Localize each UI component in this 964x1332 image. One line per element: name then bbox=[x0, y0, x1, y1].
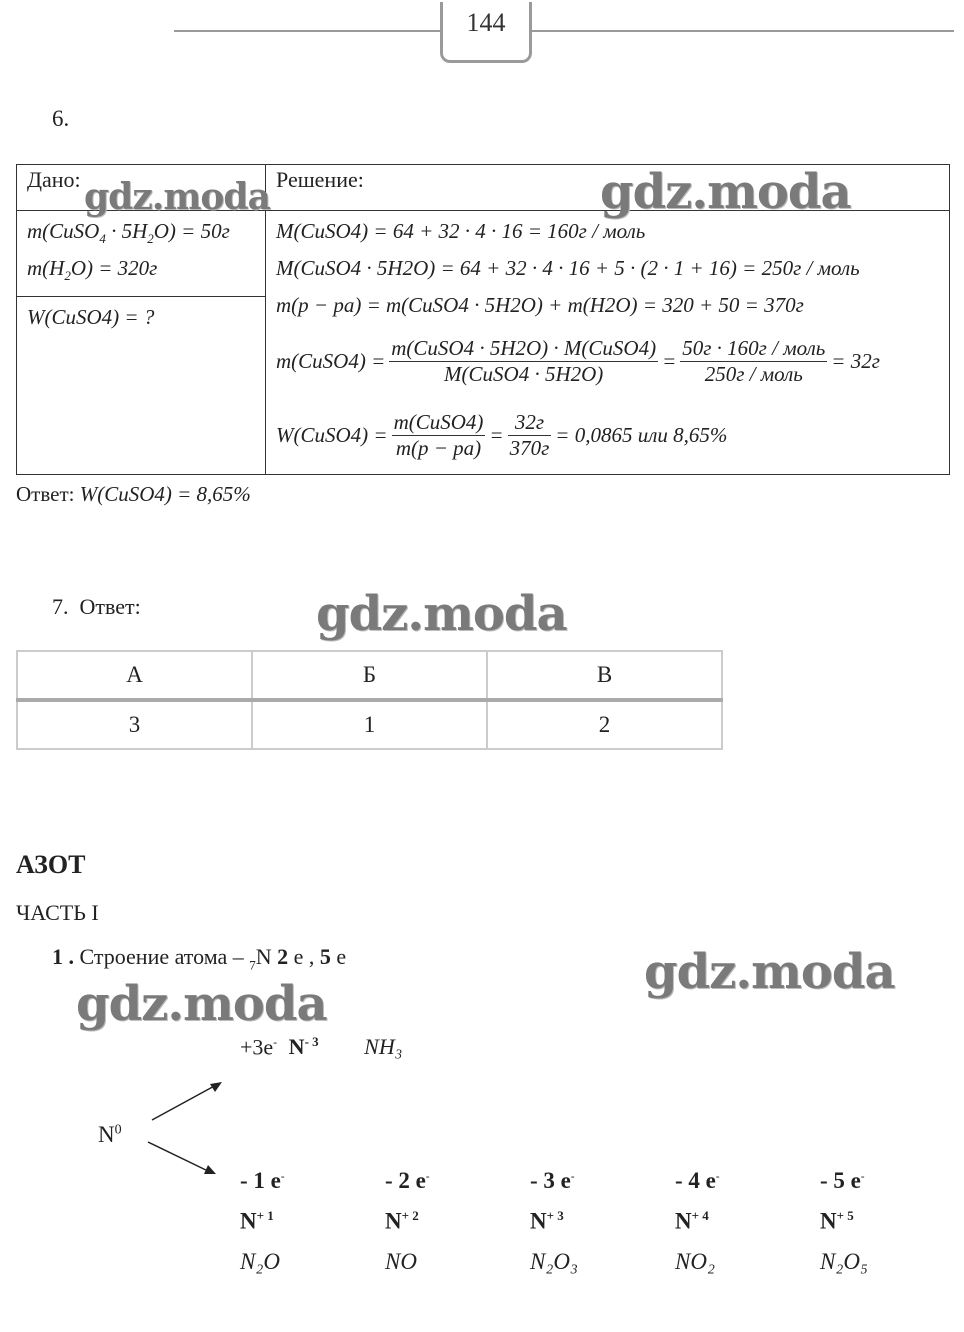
given-line-1: m(CuSO$_4$ · $5H_2O) = 50г$ bbox=[27, 219, 230, 247]
given-line-2: $m(H_2O) = 320г$ bbox=[27, 256, 158, 284]
col5-sup: + 5 bbox=[836, 1208, 854, 1223]
ox-column-3 bbox=[530, 1168, 650, 1275]
col2-loss: - 2 е bbox=[385, 1168, 426, 1193]
col4-compound: NO₂ bbox=[675, 1248, 715, 1274]
task7-header-a: А bbox=[17, 651, 252, 700]
watermark-4: gdz.moda bbox=[644, 944, 895, 1000]
top-compound: NH₃ bbox=[364, 1034, 403, 1060]
n0-sup: 0 bbox=[114, 1122, 122, 1138]
n0-symbol: N bbox=[98, 1122, 115, 1147]
find-value: W(CuSO4) = ? bbox=[27, 305, 155, 330]
col3-compound: N₂O₃ bbox=[530, 1248, 578, 1274]
frac1-rhs: = 32г bbox=[831, 348, 880, 373]
solution-line-3: m(p − pa) = m(CuSO4 · 5H2O) + m(H2O) = 320 + 50 = 370г bbox=[276, 293, 804, 317]
frac1-b bbox=[680, 336, 827, 387]
ox-column-2 bbox=[385, 1168, 505, 1275]
item1-a: 2 bbox=[277, 944, 289, 969]
frac2-den2: 370г bbox=[509, 435, 550, 460]
frac2-lhs: W(CuSO4) = bbox=[276, 422, 388, 447]
col4-e-sup: - bbox=[715, 1170, 720, 1183]
solution-frac-line-2: W(CuSO4) = $\frac{\text{m(CuSO4)}}{m(p - pa)}$ = $\frac{32г}{370г}$ = 0,0865 или 8,65% bbox=[276, 409, 728, 460]
scheme-n0 bbox=[98, 1122, 122, 1148]
frac1-den: M(CuSO4 · 5H2O) bbox=[444, 361, 604, 386]
section-title: АЗОТ bbox=[16, 850, 86, 879]
frac2-a bbox=[392, 410, 486, 461]
task7-header-c: В bbox=[487, 651, 722, 700]
frac2-num: m(CuSO4) bbox=[393, 409, 484, 434]
col3-sup: + 3 bbox=[546, 1208, 564, 1223]
scheme-top bbox=[240, 1034, 402, 1060]
watermark-3: gdz.moda bbox=[316, 586, 567, 642]
col1-compound: N₂O bbox=[240, 1248, 280, 1274]
col4-ion: N bbox=[675, 1208, 692, 1234]
given-header: Дано: bbox=[17, 165, 266, 211]
task6-answer bbox=[16, 482, 251, 507]
item1-e2: е bbox=[336, 944, 347, 969]
frac1-num2: 50г · 160г / моль bbox=[682, 335, 826, 360]
header-rule-right bbox=[526, 30, 954, 32]
col3-loss: - 3 е bbox=[530, 1168, 571, 1193]
frac2-den: m(p − pa) bbox=[395, 435, 482, 460]
answer-label: Ответ: bbox=[16, 482, 75, 506]
item1-e1: е , bbox=[293, 944, 315, 969]
task6-number: 6. bbox=[52, 106, 70, 131]
watermark-5: gdz.moda bbox=[76, 976, 327, 1032]
arrow-down bbox=[144, 1138, 234, 1188]
col1-e-sup: - bbox=[280, 1170, 285, 1183]
task7-header-b: Б bbox=[252, 651, 487, 700]
watermark-2: gdz.moda bbox=[600, 164, 851, 220]
col2-ion: N bbox=[385, 1208, 402, 1234]
task7-value-a: 3 bbox=[17, 700, 252, 749]
top-gain: +3е bbox=[240, 1034, 274, 1060]
col1-sup: + 1 bbox=[256, 1208, 274, 1223]
ox-column-4 bbox=[675, 1168, 795, 1275]
ox-column-5 bbox=[820, 1168, 940, 1275]
page-number: 144 bbox=[466, 8, 506, 37]
task7-label: 7. Ответ: bbox=[52, 594, 141, 619]
item1-N: N bbox=[255, 944, 272, 969]
task7-table bbox=[16, 650, 723, 750]
col5-loss: - 5 е bbox=[820, 1168, 861, 1193]
top-ion: N bbox=[288, 1034, 305, 1060]
find-cell bbox=[17, 297, 266, 475]
top-ion-sup: - 3 bbox=[304, 1034, 319, 1049]
frac2-rhs: = 0,0865 или 8,65% bbox=[555, 422, 728, 447]
col2-sup: + 2 bbox=[401, 1208, 419, 1223]
frac2-b bbox=[508, 410, 552, 461]
solution-line-1: M(CuSO4) = 64 + 32 · 4 · 16 = 160г / моль bbox=[276, 219, 646, 243]
given-cell bbox=[17, 211, 266, 297]
col4-loss: - 4 е bbox=[675, 1168, 716, 1193]
solution-line-2: M(CuSO4 · 5H2O) = 64 + 32 · 4 · 16 + 5 · (2 · 1 + 16) = 250г / моль bbox=[276, 256, 860, 280]
item1-text: Строение атома – bbox=[79, 944, 244, 969]
col5-compound: N₂O₅ bbox=[820, 1248, 868, 1274]
solution-header: Решение: bbox=[266, 165, 950, 211]
frac2-num2: 32г bbox=[508, 410, 552, 436]
col5-ion: N bbox=[820, 1208, 837, 1234]
header-rule-left bbox=[174, 30, 442, 32]
arrow-up bbox=[148, 1076, 238, 1126]
col3-e-sup: - bbox=[570, 1170, 575, 1183]
col2-e-sup: - bbox=[425, 1170, 430, 1183]
item1-b: 5 bbox=[319, 944, 331, 969]
item1-sub: 7 bbox=[249, 957, 256, 973]
solution-frac-line-1: m(CuSO4) = $\frac{\text{m(CuSO4 · 5H2O) · M(CuSO4)}}{\text{M(CuSO4 · 5H2O)}}$ = $\frac{\text{50г · 160г / моль}}{\text{250г / моль}}$ = 32г bbox=[276, 335, 880, 386]
ox-column-1 bbox=[240, 1168, 360, 1275]
col1-ion: N bbox=[240, 1208, 257, 1234]
frac1-a bbox=[389, 336, 658, 387]
task7-value-b: 1 bbox=[252, 700, 487, 749]
item1-number: 1 . bbox=[52, 944, 74, 969]
top-gain-sup: - bbox=[273, 1035, 278, 1049]
col5-e-sup: - bbox=[860, 1170, 865, 1183]
task7-value-c: 2 bbox=[487, 700, 722, 749]
section-part: ЧАСТЬ I bbox=[16, 900, 99, 925]
frac1-den2: 250г / моль bbox=[704, 361, 803, 386]
frac1-lhs: m(CuSO4) = bbox=[276, 348, 386, 373]
frac1-num: m(CuSO4 · 5H2O) · M(CuSO4) bbox=[391, 335, 657, 360]
col2-compound: NO bbox=[385, 1248, 417, 1274]
col3-ion: N bbox=[530, 1208, 547, 1234]
item1 bbox=[52, 944, 346, 973]
answer-value: W(CuSO4) = 8,65% bbox=[79, 482, 251, 506]
col4-sup: + 4 bbox=[691, 1208, 709, 1223]
col1-loss: - 1 е bbox=[240, 1168, 281, 1193]
watermark-1: gdz.moda bbox=[84, 176, 270, 218]
solution-cell bbox=[266, 211, 950, 475]
